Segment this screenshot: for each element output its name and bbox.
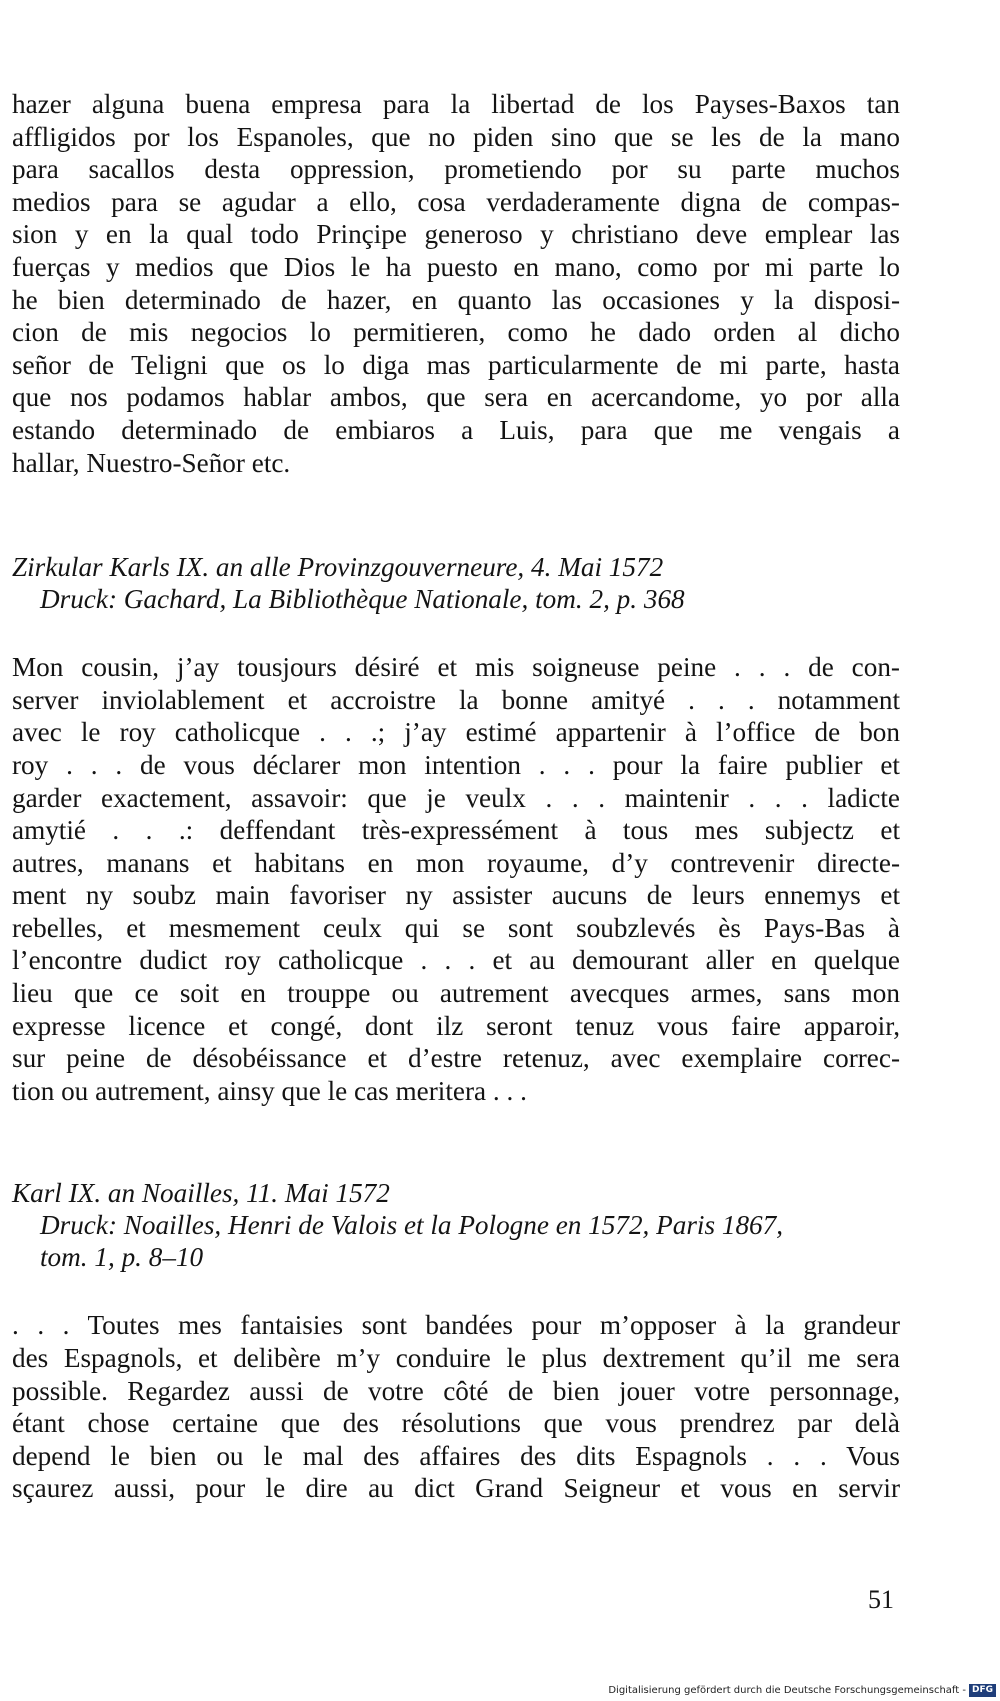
digitization-footer [608,1684,996,1697]
text-line: hazer alguna buena empresa para la libertad de los Payses-Baxos tan [12,89,900,119]
text-line: l’encontre dudict roy catholicque . . . et au demourant aller en quelque [12,945,900,976]
text-line: cion de mis negocios lo permitieren, como he dado orden al dicho [12,317,900,348]
heading-source: Druck: Gachard, La Bibliothèque Nationale, tom. 2, p. 368 [40,584,685,615]
text-line: medios para se agudar a ello, cosa verdaderamente digna de compas- [12,186,900,217]
text-line: sion y en la qual todo Prinçipe generoso y christiano deve emplear las [12,219,900,250]
document-heading [12,1177,900,1273]
text-line: fuerças y medios que Dios le ha puesto en mano, como por mi parte lo [12,251,900,282]
text-line: server inviolablement et accroistre la bonne amityé . . . notamment [12,684,900,715]
footer-text: Digitalisierung gefördert durch die Deutsche Forschungsgemeinschaft - [608,1685,966,1696]
text-line: . . . Toutes mes fantaisies sont bandées pour m’opposer à la grandeur [12,1310,900,1341]
heading-source: tom. 1, p. 8–10 [40,1242,204,1273]
text-line: he bien determinado de hazer, en quanto las occasiones y la disposi- [12,284,900,315]
text-line: garder exactement, assavoir: que je veulx . . . maintenir . . . ladicte [12,782,900,813]
text-line: depend le bien ou le mal des affaires des dits Espagnols . . . Vous [12,1440,900,1471]
text-line: des Espagnols, et delibère m’y conduire le plus dextrement qu’il me sera [12,1343,900,1374]
text-line: que nos podamos hablar ambos, que sera en acercandome, yo por alla [12,382,900,413]
text-line: ment ny soubz main favoriser ny assister aucuns de leurs ennemys et [12,880,900,911]
dfg-logo: DFG [969,1684,996,1697]
document-heading [12,551,900,615]
text-line: tion ou autrement, ainsy que le cas meritera . . . [12,1075,527,1106]
text-line: possible. Regardez aussi de votre côté de bien jouer votre personnage, [12,1375,900,1406]
text-line: rebelles, et mesmement ceulx qui se sont soubzlevés ès Pays-Bas à [12,912,900,943]
text-line: roy . . . de vous déclarer mon intention . . . pour la faire publier et [12,749,900,780]
text-line: affligidos por los Espanoles, que no piden sino que se les de la mano [12,121,900,152]
text-line: sçaurez aussi, pour le dire au dict Grand Seigneur et vous en servir [12,1473,900,1504]
text-line: expresse licence et congé, dont ilz seront tenuz vous faire apparoir, [12,1010,900,1041]
noailles-paragraph [12,1309,900,1505]
text-line: lieu que ce soit en trouppe ou autrement avecques armes, sans mon [12,978,900,1009]
spanish-letter-paragraph [12,88,900,479]
heading-title: Karl IX. an Noailles, 11. Mai 1572 [12,1178,390,1209]
circular-paragraph [12,651,900,1107]
text-line: estando determinado de embiaros a Luis, para que me vengais a [12,414,900,445]
text-line: amytié . . .: deffendant très-expressément à tous mes subjectz et [12,815,900,846]
text-line: avec le roy catholicque . . .; j’ay estimé appartenir à l’office de bon [12,717,900,748]
text-line: señor de Teligni que os lo diga mas particularmente de mi parte, hasta [12,349,900,380]
text-line: Mon cousin, j’ay tousjours désiré et mis soigneuse peine . . . de con- [12,652,900,683]
page-number: 51 [868,1585,894,1614]
page-content [12,88,900,1505]
text-line: autres, manans et habitans en mon royaume, d’y contrevenir directe- [12,847,900,878]
text-line: para sacallos desta oppression, prometiendo por su parte muchos [12,154,900,185]
text-line: hallar, Nuestro-Señor etc. [12,447,291,478]
text-line: étant chose certaine que des résolutions que vous prendrez par delà [12,1408,900,1439]
heading-source: Druck: Noailles, Henri de Valois et la Pologne en 1572, Paris 1867, [40,1210,784,1241]
heading-title: Zirkular Karls IX. an alle Provinzgouverneure, 4. Mai 1572 [12,552,664,583]
text-line: sur peine de désobéissance et d’estre retenuz, avec exemplaire correc- [12,1043,900,1074]
